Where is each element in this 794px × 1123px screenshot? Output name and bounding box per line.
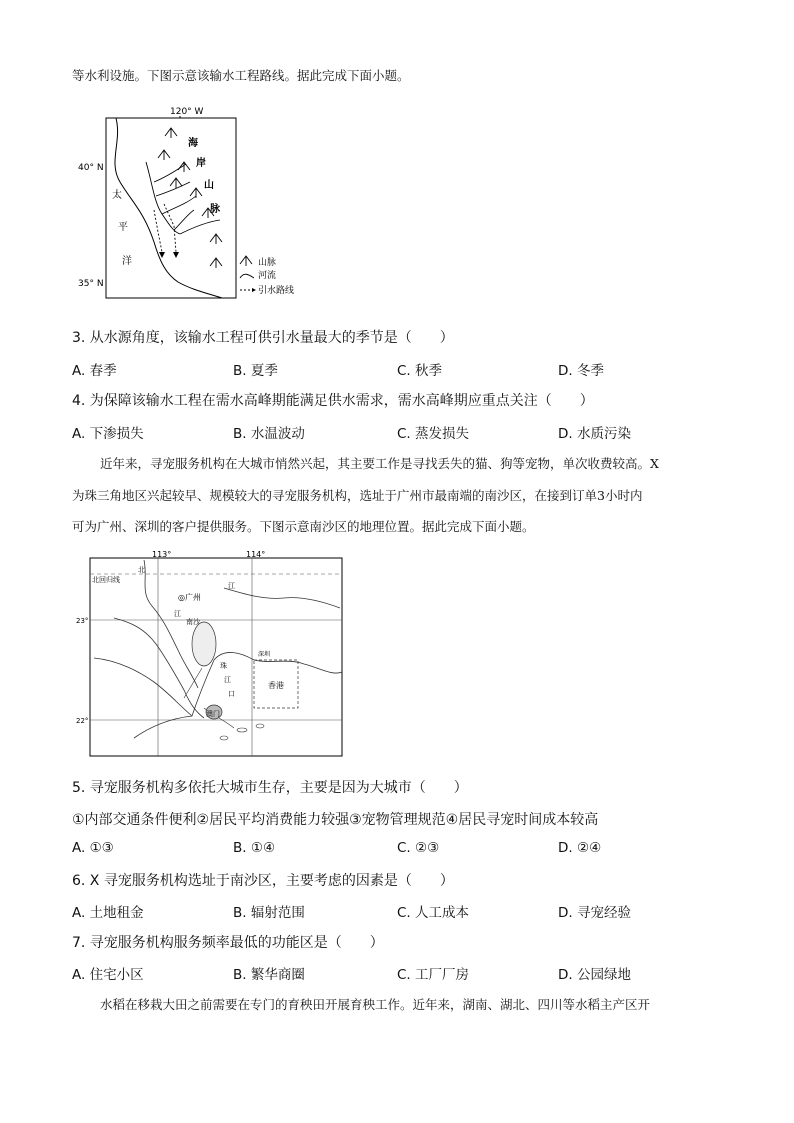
legend-river-icon [240,274,254,278]
q5-option-a[interactable]: A. ①③ [72,840,114,856]
q5-option-b[interactable]: B. ①④ [233,840,276,856]
map1-ocean-1: 太 [112,190,122,201]
passage2-line-3: 可为广州、深圳的客户提供服务。下图示意南沙区的地理位置。据此完成下面小题。 [72,519,535,534]
q3-option-b[interactable]: B. 夏季 [233,363,278,379]
legend-mountain-icon [240,256,252,266]
q7-option-a[interactable]: A. 住宅小区 [72,967,144,983]
q5-stem: 5. 寻宠服务机构多依托大城市生存，主要是因为大城市（ ） [72,780,468,796]
map1-mt-char-3: 山 [204,180,214,191]
map2-river-char-2: 江 [174,610,181,618]
map1-ocean-2: 平 [118,222,128,233]
legend-river: 河流 [258,271,277,281]
map1-mt-char-1: 海 [188,138,198,149]
last-line: 水稻在移栽大田之前需要在专门的育秧田开展育秧工作。近年来，湖南、湖北、四川等水稻主产区开 [100,997,651,1012]
passage2-line-1: 近年来，寻宠服务机构在大城市悄然兴起，其主要工作是寻找丢失的猫、狗等宠物，单次收费较高。X [100,456,659,471]
map2-hongkong: 香港 [268,681,284,690]
legend-mountain: 山脉 [258,258,277,268]
map2-lon2: 114° [246,550,266,559]
map1-mt-char-4: 脉 [210,204,220,215]
map2-lat2: 22° [76,717,89,725]
map1-lat-bottom: 35° N [78,279,104,289]
intro-line: 等水利设施。下图示意该输水工程路线。据此完成下面小题。 [72,68,410,83]
map2-nansha: 南沙 [186,618,200,626]
q6-option-c[interactable]: C. 人工成本 [397,905,470,921]
q7-option-c[interactable]: C. 工厂厂房 [397,967,470,983]
q7-option-d[interactable]: D. 公园绿地 [558,967,631,983]
q4-option-c[interactable]: C. 蒸发损失 [397,426,470,442]
q4-option-d[interactable]: D. 水质污染 [558,426,631,442]
q3-option-c[interactable]: C. 秋季 [397,363,443,379]
map2-river-char-4: 珠 [220,662,227,670]
q6-option-b[interactable]: B. 辐射范围 [233,905,305,921]
map2-tropic: 北回归线 [92,576,120,584]
water-transfer-map [70,102,340,302]
q7-stem: 7. 寻宠服务机构服务频率最低的功能区是（ ） [72,935,384,951]
legend-route-icon [252,288,256,292]
q5-sub: ①内部交通条件便利②居民平均消费能力较强③宠物管理规范④居民寻宠时间成本较高 [72,812,599,828]
q4-option-b[interactable]: B. 水温波动 [233,426,305,442]
map2-river-char-3: 江 [228,582,235,590]
map1-ocean-3: 洋 [122,256,132,267]
q3-option-d[interactable]: D. 冬季 [558,363,604,379]
q3-option-a[interactable]: A. 春季 [72,363,117,379]
map2-river-char-6: 口 [228,690,235,698]
map2-lat1: 23° [76,617,89,625]
legend-route: 引水路线 [258,286,295,296]
passage2-line-2: 为珠三角地区兴起较早、规模较大的寻宠服务机构，选址于广州市最南端的南沙区，在接到订单3小时内 [72,488,643,503]
q4-option-a[interactable]: A. 下渗损失 [72,426,144,442]
mountain-symbols [158,128,222,268]
nansha-location-map [74,548,350,760]
map1-mt-char-2: 岸 [196,158,206,169]
map2-lon1: 113° [152,550,172,559]
q5-option-c[interactable]: C. ②③ [397,840,440,856]
map2-river-char-1: 北 [138,566,145,574]
map2-macau: 澳门 [206,710,220,718]
q6-option-d[interactable]: D. 寻宠经验 [558,905,631,921]
q6-option-a[interactable]: A. 土地租金 [72,905,144,921]
q6-stem: 6. X 寻宠服务机构选址于南沙区，主要考虑的因素是（ ） [72,873,454,889]
map1-lat-top: 40° N [78,163,104,173]
map1-lon-label: 120° W [170,107,204,117]
map2-river-char-5: 江 [224,676,231,684]
q7-option-b[interactable]: B. 繁华商圈 [233,967,305,983]
map2-shenzhen: 深圳 [258,651,271,658]
map2-guangzhou: ◎广州 [178,593,201,602]
q3-stem: 3. 从水源角度，该输水工程可供引水量最大的季节是（ ） [72,330,454,346]
q5-option-d[interactable]: D. ②④ [558,840,602,856]
q4-stem: 4. 为保障该输水工程在需水高峰期能满足供水需求，需水高峰期应重点关注（ ） [72,393,594,409]
